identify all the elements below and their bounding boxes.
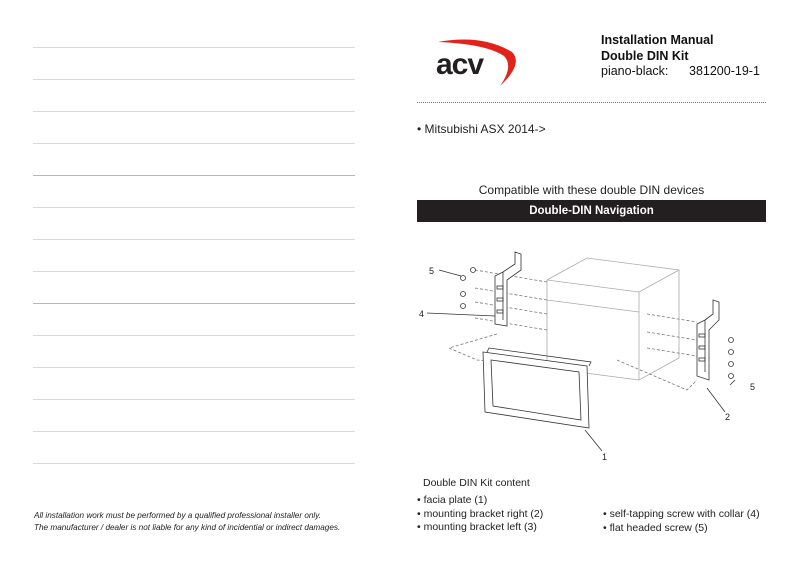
notes-line [33,143,355,144]
header-divider [417,102,766,103]
disclaimer [34,510,340,534]
callout-5-left: 5 [429,266,435,276]
notes-line [33,431,355,432]
acv-logo [434,36,524,92]
exploded-diagram [417,240,766,462]
part-item: • mounting bracket left (3) [417,521,537,533]
article-row [601,64,760,80]
disclaimer-line-2: The manufacturer / dealer is not liable for any kind of incidential or indirect damages. [34,523,341,532]
notes-line [33,47,355,48]
part-item: • facia plate (1) [417,494,488,506]
screws-right [729,338,734,379]
notes-line [33,303,355,304]
title-block [601,33,760,80]
notes-line [33,175,355,176]
part-item: • flat headed screw (5) [603,521,708,534]
notes-line [33,271,355,272]
logo-text: acv [436,48,484,81]
vehicle-model: • Mitsubishi ASX 2014-> [417,122,546,136]
notes-line [33,111,355,112]
kit-content-title: Double DIN Kit content [423,477,530,489]
parts-list-left [417,494,543,535]
part-item: • mounting bracket right (2) [417,507,544,520]
radio-chassis [547,258,679,380]
manual-title: Installation Manual [601,33,714,47]
facia-plate [483,348,591,428]
callout-1: 1 [602,452,608,462]
notes-line [33,207,355,208]
notes-line [33,399,355,400]
notes-line [33,463,355,464]
notes-line [33,367,355,368]
article-number: 381200-19-1 [689,64,760,78]
mounting-bracket-left [495,252,521,326]
device-type-bar: Double-DIN Navigation [417,200,766,222]
mounting-bracket-right [697,300,719,380]
finish-label: piano-black: [601,64,669,78]
callout-2: 2 [725,412,731,422]
compatibility-heading: Compatible with these double DIN devices [478,183,705,197]
notes-line [33,239,355,240]
notes-line [33,335,355,336]
part-item: • self-tapping screw with collar (4) [603,508,760,520]
callout-4: 4 [419,309,425,319]
parts-list-right [603,508,760,535]
callout-5-right: 5 [750,382,756,392]
kit-name: Double DIN Kit [601,48,689,63]
screws-left [461,268,476,309]
disclaimer-line-1: All installation work must be performed by a qualified professional installer only. [34,511,322,520]
notes-line [33,79,355,80]
